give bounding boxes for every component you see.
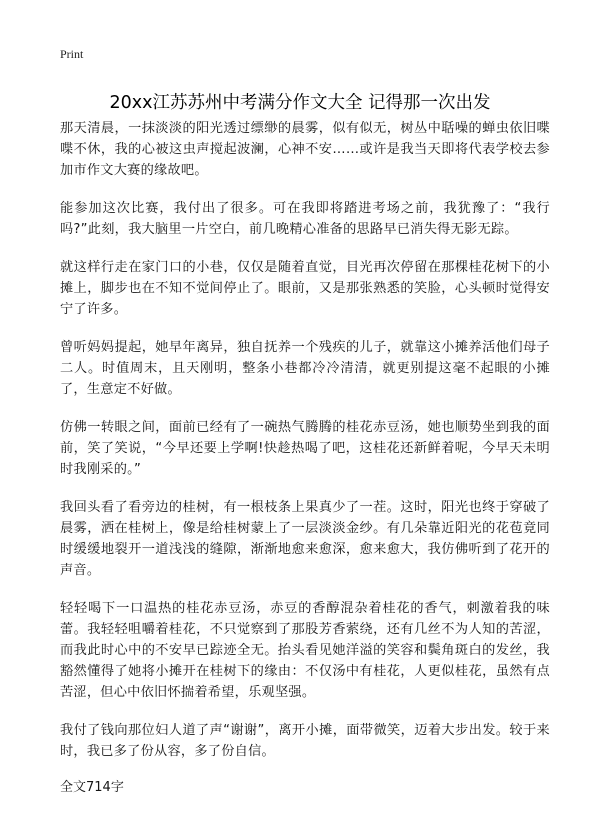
article-paragraph: 仿佛一转眼之间，面前已经有了一碗热气腾腾的桂花赤豆汤，她也顺势坐到我的面前，笑了笑说，“今早还要上学啊!快趁热喝了吧，这桂花还新鲜着呢，今早天未明时我刚采的。” (60, 420, 550, 477)
article-paragraph: 曾听妈妈提起，她早年离异，独自抚养一个残疾的儿子，就靠这小摊养活他们母子二人。时值周末，且天刚明，整条小巷都冷冷清清，就更别提这毫不起眼的小摊了，生意定不好做。 (60, 340, 550, 397)
article-title: 20xx江苏苏州中考满分作文大全 记得那一次出发 (109, 92, 491, 113)
word-count: 全文714字 (60, 780, 124, 795)
article-paragraph: 我回头看了看旁边的桂树，有一根枝条上果真少了一茬。这时，阳光也终于穿破了晨雾，洒在桂树上，像是给桂树蒙上了一层淡淡金纱。有几朵靠近阳光的花苞竟同时缓缓地裂开一道浅浅的缝隙，渐渐地愈来愈深，愈来愈大，我仿佛听到了花开的声音。 (60, 500, 550, 578)
article-paragraph: 轻轻喝下一口温热的桂花赤豆汤，赤豆的香醇混杂着桂花的香气，刺激着我的味蕾。我轻轻咀嚼着桂花，不只觉察到了那股芳香萦绕，还有几丝不为人知的苦涩，而我此时心中的不安早已踪迹全无。抬头看见她洋溢的笑容和鬓角斑白的发丝，我豁然懂得了她将小摊开在桂树下的缘由：不仅汤中有桂花，人更似桂花，虽然有点苦涩，但心中依旧怀揣着希望，乐观坚强。 (60, 601, 550, 700)
article-paragraph: 就这样行走在家门口的小巷，仅仅是随着直觉，目光再次停留在那棵桂花树下的小摊上，脚步也在不知不觉间停止了。眼前，又是那张熟悉的笑脸，心头顿时觉得安宁了许多。 (60, 260, 550, 317)
article-paragraph: 我付了钱向那位妇人道了声“谢谢”，离开小摊，面带微笑，迈着大步出发。较于来时，我已多了份从容，多了份自信。 (60, 723, 550, 759)
article-body (60, 118, 550, 797)
article-paragraph: 能参加这次比赛，我付出了很多。可在我即将踏进考场之前，我犹豫了：“我行吗?”此刻，我大脑里一片空白，前几晚精心准备的思路早已消失得无影无踪。 (60, 201, 550, 237)
article-paragraph: 那天清晨，一抹淡淡的阳光透过缥缈的晨雾，似有似无，树丛中聒噪的蝉虫依旧喋喋不休，我的心被这虫声搅起波澜，心神不安……或许是我当天即将代表学校去参加市作文大赛的缘故吧。 (60, 121, 550, 178)
print-link[interactable]: Print (60, 47, 84, 61)
